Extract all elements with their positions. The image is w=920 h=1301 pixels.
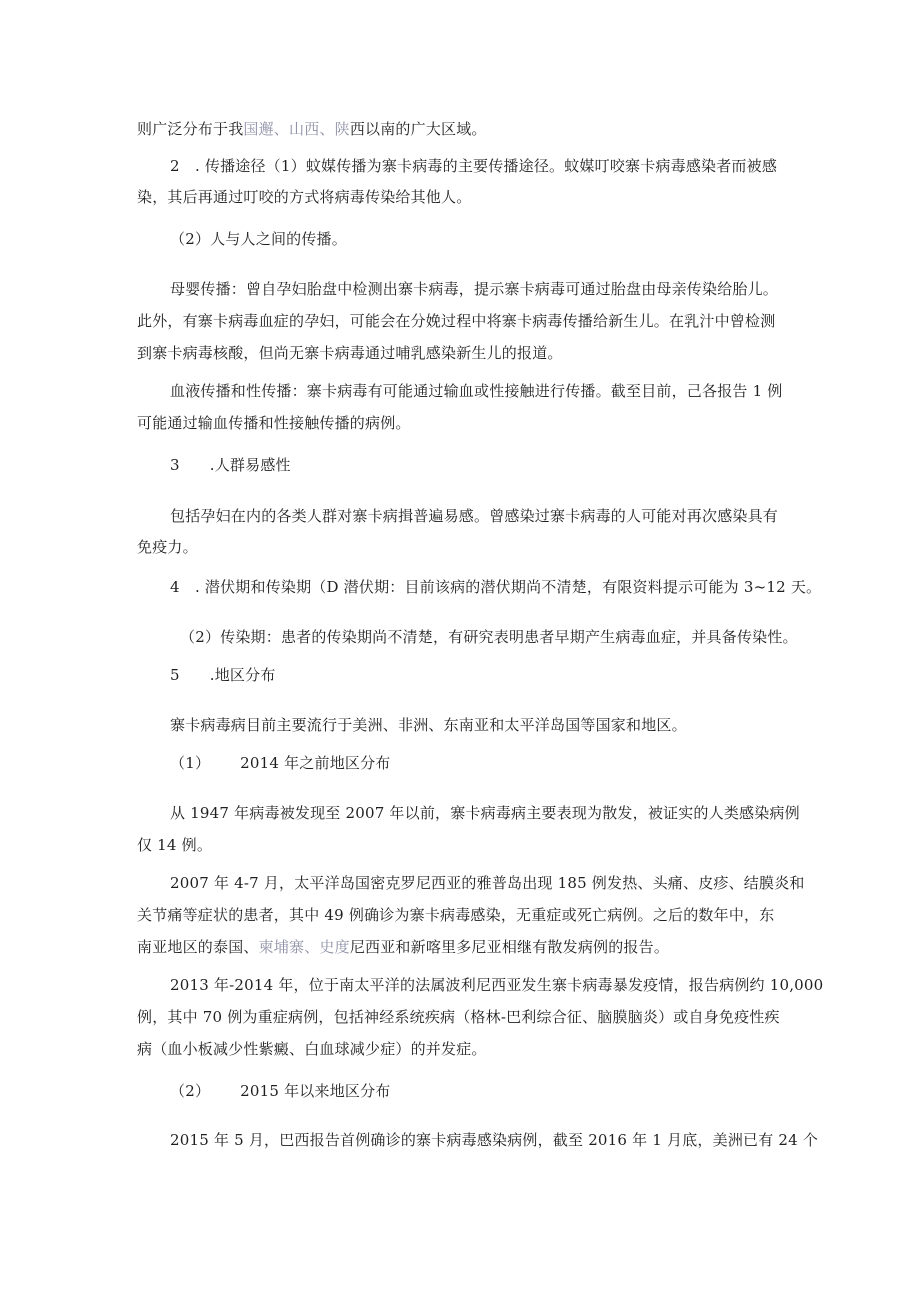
text-line: 2015 年 5 月，巴西报告首例确诊的寨卡病毒感染病例，截至 2016 年 1 月底，美洲已有 24 个 [170, 1131, 819, 1149]
text-line: 关节痛等症状的患者，其中 49 例确诊为寨卡病毒感染，无重症或死亡病例。之后的数年中，东 [137, 906, 775, 924]
faded-text: 国邂、山西、陕 [243, 120, 350, 138]
text-line: 从 1947 年病毒被发现至 2007 年以前，寨卡病毒病主要表现为散发，被证实的人类感染病例 [170, 804, 800, 822]
subsection-number: （2） [170, 1082, 211, 1100]
subsection-title: 2014 年之前地区分布 [240, 754, 391, 772]
subsection-number: （1） [170, 754, 211, 772]
text-segment: 则广泛分布于我 [137, 120, 244, 138]
text-line: 可能通过输血传播和性接触传播的病例。 [137, 414, 411, 432]
text-line: 例，其中 70 例为重症病例，包括神经系统疾病（格林-巴利综合征、脑膜脑炎）或自身免疫性疾 [137, 1008, 780, 1026]
section-number: 5 [170, 666, 180, 684]
text-line: （2）人与人之间的传播。 [170, 230, 347, 248]
section-title: .地区分布 [209, 666, 276, 684]
text-line: （2）传染期：患者的传染期尚不清楚，有研究表明患者早期产生病毒血症，并具备传染性。 [180, 628, 798, 646]
text-line: 病（血小板减少性紫癜、白血球减少症）的并发症。 [137, 1040, 487, 1058]
text-line: 2013 年-2014 年，位于南太平洋的法属波利尼西亚发生寨卡病毒暴发疫情，报告病例约 10,000 [170, 976, 824, 994]
section-title: .人群易感性 [209, 456, 291, 474]
text-line: 仅 14 例。 [137, 836, 213, 854]
text-line: 免疫力。 [137, 538, 198, 556]
subsection-heading-1 [170, 753, 391, 773]
section-heading-5 [170, 665, 276, 685]
section-heading-4: 4 . 潜伏期和传染期（D 潜伏期：目前该病的潜伏期尚不清楚，有限资料提示可能为 3~12 天。 [170, 578, 822, 596]
text-line: 包括孕妇在内的各类人群对寨卡病揖普遍易感。曾感染过寨卡病毒的人可能对再次感染具有 [170, 507, 779, 525]
text-line: 2007 年 4-7 月，太平洋岛国密克罗尼西亚的雅普岛出现 185 例发热、头痛、皮疹、结膜炎和 [170, 874, 805, 892]
text-line: 到寨卡病毒核酸，但尚无寨卡病毒通过哺乳感染新生儿的报道。 [137, 344, 563, 362]
faded-text: 柬埔寨、史度 [258, 938, 350, 956]
text-line [137, 937, 669, 957]
text-segment: 尼西亚和新喀里多尼亚相继有散发病例的报告。 [349, 938, 670, 956]
section-heading-3 [170, 455, 291, 475]
text-line: 此外，有寨卡病毒血症的孕妇，可能会在分娩过程中将寨卡病毒传播给新生儿。在乳汁中曾检测 [137, 312, 776, 330]
section-heading-2: 2 . 传播途径（1）蚊媒传播为寨卡病毒的主要传播途径。蚊媒叮咬寨卡病毒感染者而被感 [170, 157, 778, 175]
text-segment: 南亚地区的泰国、 [137, 938, 259, 956]
text-line [137, 119, 487, 139]
text-segment: 西以南的广大区域。 [349, 120, 487, 138]
subsection-title: 2015 年以来地区分布 [240, 1082, 391, 1100]
text-line: 染，其后再通过叮咬的方式将病毒传染给其他人。 [137, 188, 472, 206]
section-number: 3 [170, 456, 180, 474]
text-line: 母婴传播：曾自孕妇胎盘中检测出寨卡病毒，提示寨卡病毒可通过胎盘由母亲传染给胎儿。 [170, 280, 779, 298]
subsection-heading-2 [170, 1081, 391, 1101]
text-line: 血液传播和性传播：寨卡病毒有可能通过输血或性接触进行传播。截至目前，己各报告 1 例 [170, 382, 783, 400]
text-line: 寨卡病毒病目前主要流行于美洲、非洲、东南亚和太平洋岛国等国家和地区。 [170, 716, 687, 734]
